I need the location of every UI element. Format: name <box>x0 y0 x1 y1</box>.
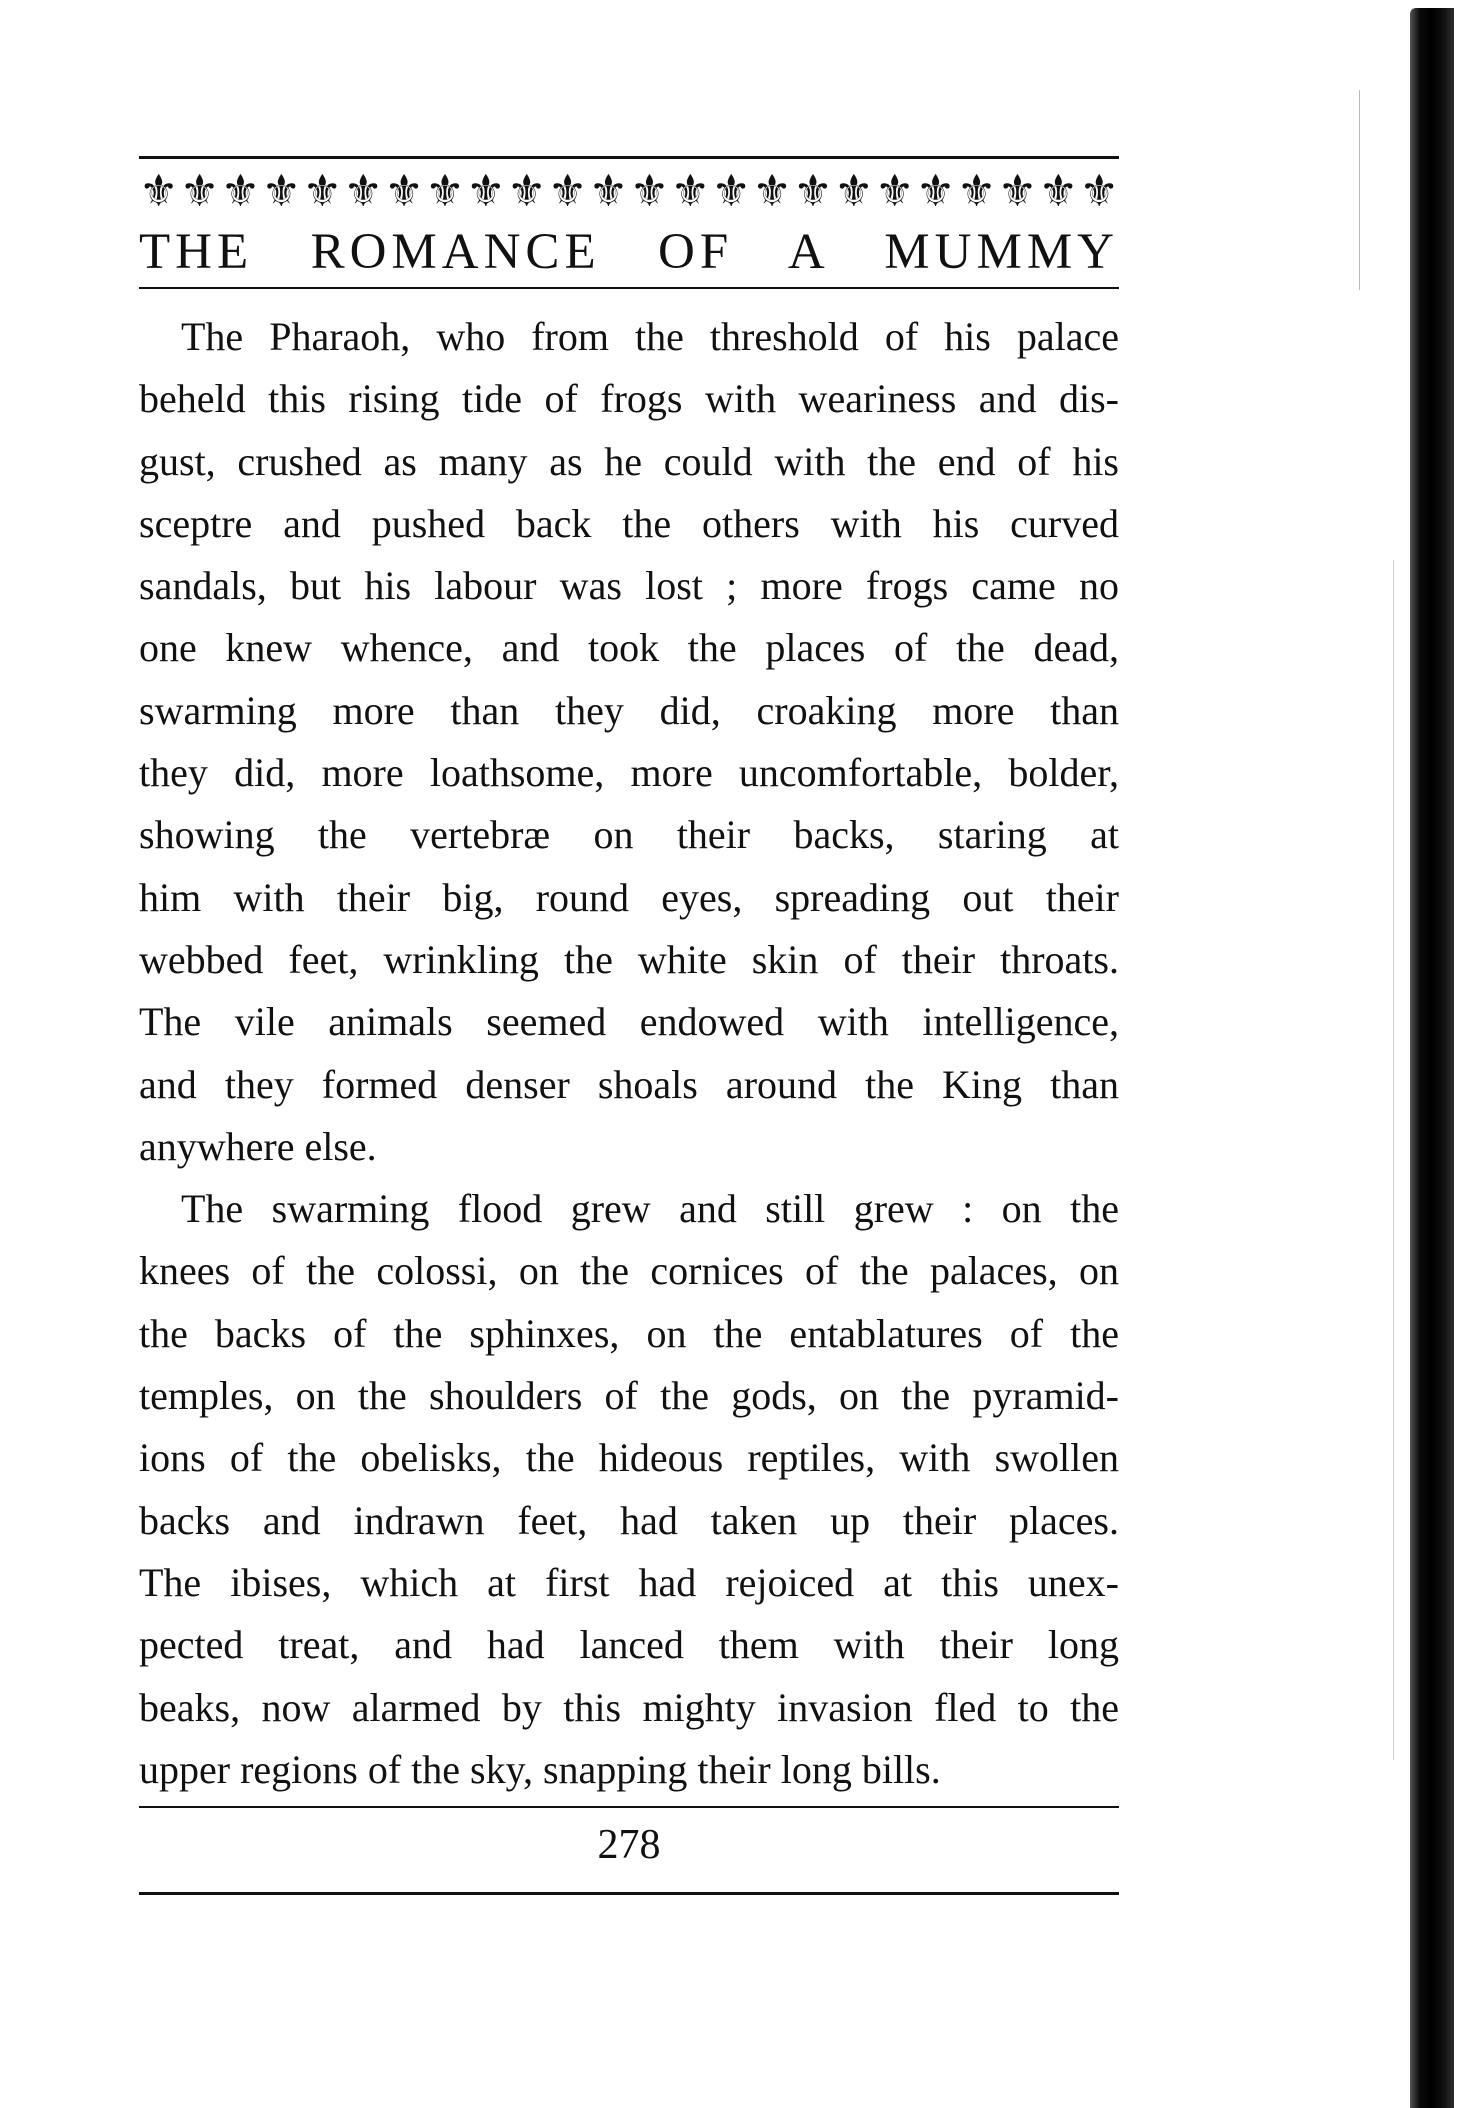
text-line: gust, crushed as many as he could with the end of his <box>139 438 1119 484</box>
fleur-de-lis-icon: ⚜ <box>139 166 179 217</box>
paragraph <box>139 1178 1119 1801</box>
fleur-de-lis-icon: ⚜ <box>384 166 424 217</box>
fleur-de-lis-icon: ⚜ <box>793 166 833 217</box>
text-line: upper regions of the sky, snapping their long bills. <box>139 1746 941 1792</box>
text-line: the backs of the sphinxes, on the entablatures of the <box>139 1310 1119 1356</box>
text-line: temples, on the shoulders of the gods, on the pyramid- <box>139 1373 1119 1419</box>
text-line: The swarming flood grew and still grew : on the <box>181 1186 1119 1232</box>
text-line: pected treat, and had lanced them with their long <box>139 1622 1119 1668</box>
running-title: THE ROMANCE OF A MUMMY <box>139 224 1119 280</box>
fleur-de-lis-icon: ⚜ <box>956 166 997 217</box>
text-line: sandals, but his labour was lost ; more frogs came no <box>139 563 1119 609</box>
fleur-de-lis-icon: ⚜ <box>629 166 670 217</box>
text-line: The Pharaoh, who from the threshold of his palace <box>181 314 1119 359</box>
fleur-de-lis-icon: ⚜ <box>343 166 383 217</box>
text-line: they did, more loathsome, more uncomfortable, bolder, <box>139 750 1119 796</box>
fleur-de-lis-icon: ⚜ <box>834 166 874 217</box>
text-line: beheld this rising tide of frogs with weariness and dis- <box>139 376 1119 422</box>
text-line: ions of the obelisks, the hideous reptiles, with swollen <box>139 1435 1119 1481</box>
scan-artifact-line <box>1393 560 1394 1760</box>
page-number: 278 <box>597 1822 661 1868</box>
text-line: and they formed denser shoals around the King than <box>139 1061 1119 1107</box>
scan-artifact-line <box>1359 90 1360 290</box>
binding-gutter-shadow <box>1410 8 1458 2108</box>
fleur-de-lis-ornament-band <box>139 168 1119 216</box>
fleur-de-lis-icon: ⚜ <box>752 166 792 217</box>
text-line: him with their big, round eyes, spreading out their <box>139 874 1119 920</box>
fleur-de-lis-icon: ⚜ <box>261 166 302 217</box>
paragraph <box>139 306 1119 1178</box>
top-rule <box>139 156 1119 159</box>
text-line: beaks, now alarmed by this mighty invasion fled to the <box>139 1684 1119 1730</box>
text-line: showing the vertebræ on their backs, staring at <box>139 812 1119 858</box>
text-line: The vile animals seemed endowed with intelligence, <box>139 999 1119 1045</box>
fleur-de-lis-icon: ⚜ <box>507 166 547 217</box>
fleur-de-lis-icon: ⚜ <box>875 166 915 217</box>
fleur-de-lis-icon: ⚜ <box>220 166 261 217</box>
fleur-de-lis-icon: ⚜ <box>711 166 751 217</box>
page-edge <box>1454 0 1469 2108</box>
footer-rule <box>139 1806 1119 1808</box>
fleur-de-lis-icon: ⚜ <box>302 166 343 217</box>
fleur-de-lis-icon: ⚜ <box>547 166 588 217</box>
fleur-de-lis-icon: ⚜ <box>588 166 629 217</box>
fleur-de-lis-icon: ⚜ <box>915 166 956 217</box>
fleur-de-lis-icon: ⚜ <box>1038 166 1079 217</box>
fleur-de-lis-icon: ⚜ <box>1079 166 1119 217</box>
header-underline-rule <box>139 287 1119 289</box>
body-text <box>139 306 1119 1801</box>
text-line: sceptre and pushed back the others with his curved <box>139 500 1119 546</box>
text-line: swarming more than they did, croaking more than <box>139 687 1119 733</box>
text-line: webbed feet, wrinkling the white skin of their throats. <box>139 936 1119 982</box>
text-line: backs and indrawn feet, had taken up their places. <box>139 1497 1119 1543</box>
bottom-rule <box>139 1892 1119 1895</box>
fleur-de-lis-icon: ⚜ <box>997 166 1038 217</box>
fleur-de-lis-icon: ⚜ <box>466 166 506 217</box>
text-line: knees of the colossi, on the cornices of the palaces, on <box>139 1248 1119 1294</box>
fleur-de-lis-icon: ⚜ <box>179 166 220 217</box>
text-line: one knew whence, and took the places of the dead, <box>139 625 1119 671</box>
text-line: The ibises, which at first had rejoiced at this unex- <box>139 1559 1119 1605</box>
fleur-de-lis-icon: ⚜ <box>425 166 465 217</box>
text-line: anywhere else. <box>139 1123 377 1169</box>
fleur-de-lis-icon: ⚜ <box>670 166 711 217</box>
